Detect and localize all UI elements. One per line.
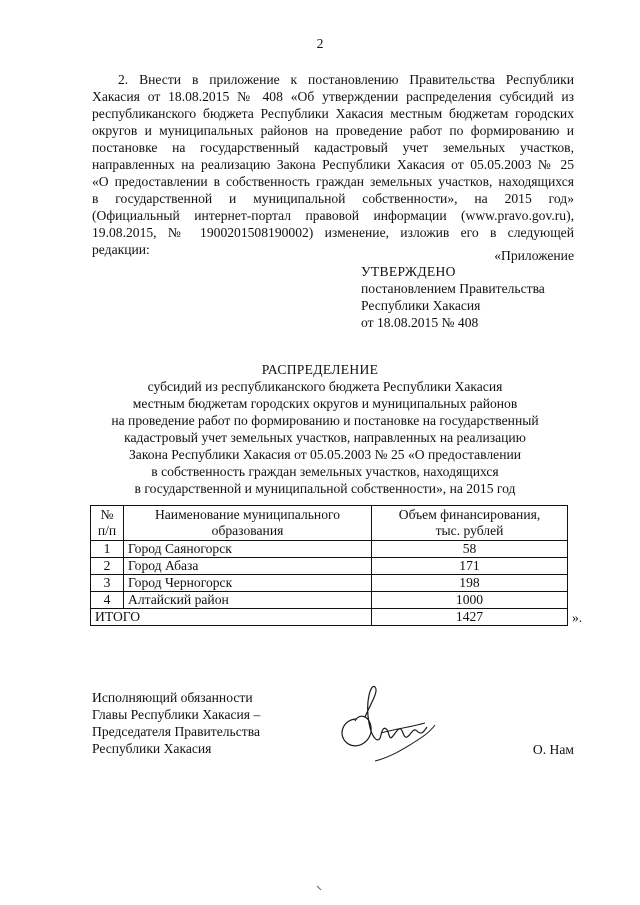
subtitle-line: кадастровый учет земельных участков, направленных на реализацию [124, 430, 526, 445]
header-amount: Объем финансирования, тыс. рублей [372, 506, 568, 541]
row-municipality: Город Черногорск [124, 575, 372, 592]
paragraph-line: округов и муниципальных районов на проведение работ по формированию и [92, 123, 574, 138]
row-number: 2 [91, 558, 124, 575]
handwritten-signature [335, 683, 455, 768]
paragraph-line: Хакасия от 18.08.2015 № 408 «Об утверждении распределения субсидий из [92, 89, 574, 104]
scan-speck-mark [315, 884, 325, 892]
paragraph-line: «О предоставлении в собственность граждан земельных участков, находящихся [92, 174, 574, 189]
paragraph-line: республиканского бюджета Республики Хакасия местным бюджетам городских [92, 106, 574, 121]
approval-block [361, 263, 591, 331]
paragraph-line: (Официальный интернет-портал правовой информации (www.pravo.gov.ru), [92, 208, 574, 223]
row-number: 3 [91, 575, 124, 592]
signer-title-line: Исполняющий обязанности [92, 690, 253, 705]
row-amount: 58 [372, 541, 568, 558]
table-row [91, 558, 568, 575]
signer-title-line: Председателя Правительства [92, 724, 260, 739]
approval-line: от 18.08.2015 № 408 [361, 315, 479, 330]
signer-title-line: Республики Хакасия [92, 741, 212, 756]
table-header-row [91, 506, 568, 541]
paragraph-line: 19.08.2015, № 1900201508190002) изменение, изложив его в следующей [92, 225, 574, 240]
row-municipality: Город Абаза [124, 558, 372, 575]
header-number: № п/п [91, 506, 124, 541]
approval-line: Республики Хакасия [361, 298, 481, 313]
signer-title [92, 689, 292, 757]
distribution-table [90, 505, 568, 626]
subtitle-line: на проведение работ по формированию и постановке на государственный [111, 413, 539, 428]
paragraph-line: направленных на реализацию Закона Республики Хакасия от 05.05.2003 № 25 [92, 157, 574, 172]
row-amount: 1000 [372, 592, 568, 609]
table-total-row [91, 609, 568, 626]
approval-heading: УТВЕРЖДЕНО [361, 264, 456, 279]
row-municipality: Алтайский район [124, 592, 372, 609]
page-number: 2 [316, 36, 324, 51]
subtitle-line: местным бюджетам городских округов и муниципальных районов [132, 396, 518, 411]
appendix-label: «Приложение [494, 248, 574, 263]
signer-name: О. Нам [532, 742, 574, 757]
closing-quote-mark: ». [572, 610, 583, 625]
table-row [91, 575, 568, 592]
row-amount: 171 [372, 558, 568, 575]
paragraph-line: редакции: [92, 242, 150, 257]
header-municipality: Наименование муниципального образования [124, 506, 372, 541]
row-number: 1 [91, 541, 124, 558]
paragraph-line: в государственной и муниципальной собственности», на 2015 год» [92, 191, 574, 206]
subtitle-line: Закона Республики Хакасия от 05.05.2003 № 25 «О предоставлении [128, 447, 522, 462]
table-row [91, 592, 568, 609]
table-row [91, 541, 568, 558]
document-heading: РАСПРЕДЕЛЕНИЕ [261, 362, 379, 377]
subtitle-line: в государственной и муниципальной собственности», на 2015 год [134, 481, 516, 496]
subtitle-line: субсидий из республиканского бюджета Республики Хакасия [147, 379, 503, 394]
document-subtitle [80, 378, 570, 497]
row-municipality: Город Саяногорск [124, 541, 372, 558]
total-label: ИТОГО [91, 609, 372, 626]
subtitle-line: в собственность граждан земельных участков, находящихся [151, 464, 499, 479]
amendment-paragraph [92, 71, 574, 258]
approval-line: постановлением Правительства [361, 281, 545, 296]
row-number: 4 [91, 592, 124, 609]
total-amount: 1427 [372, 609, 568, 626]
paragraph-line: 2. Внести в приложение к постановлению Правительства Республики [118, 72, 574, 87]
paragraph-line: постановке на государственный кадастровый учет земельных участков, [92, 140, 574, 155]
signer-title-line: Главы Республики Хакасия – [92, 707, 261, 722]
row-amount: 198 [372, 575, 568, 592]
